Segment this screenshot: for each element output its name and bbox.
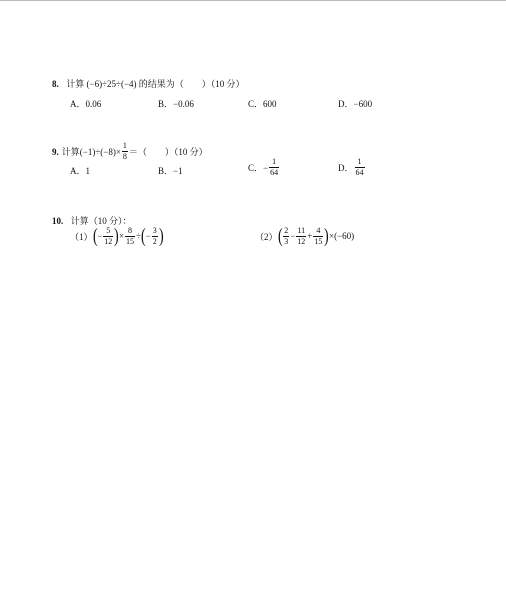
question-10-part-1 bbox=[70, 226, 163, 246]
option-label: D． bbox=[338, 99, 354, 109]
operator: × bbox=[118, 231, 125, 241]
option-label: D． bbox=[338, 163, 354, 173]
left-paren: ( bbox=[92, 225, 98, 247]
question-stem-suffix: ＝（ ）（10 分） bbox=[128, 147, 208, 157]
left-paren: ( bbox=[140, 225, 146, 247]
question-expression: (−1)÷(−8)× bbox=[79, 146, 121, 157]
fraction-denominator: 15 bbox=[314, 236, 323, 246]
fraction bbox=[122, 142, 128, 161]
page-top-border bbox=[0, 0, 506, 1]
fraction-sign: − bbox=[97, 231, 103, 241]
question-stem: 计算（10 分）： bbox=[70, 216, 132, 226]
fraction bbox=[103, 227, 113, 246]
fraction-numerator: 1 bbox=[122, 141, 127, 150]
right-paren: ) bbox=[158, 225, 164, 247]
question-stem-prefix: 计算 bbox=[61, 147, 80, 157]
option-label: B． bbox=[158, 166, 174, 176]
option-d bbox=[338, 158, 366, 177]
right-paren: ) bbox=[324, 225, 330, 247]
option-a bbox=[70, 164, 90, 177]
option-label: A． bbox=[70, 166, 86, 176]
fraction-numerator: 5 bbox=[103, 227, 113, 237]
fraction-numerator: 3 bbox=[152, 225, 157, 235]
fraction-denominator: 8 bbox=[122, 152, 127, 161]
part-label: （2） bbox=[255, 231, 278, 242]
option-value: 0.06 bbox=[85, 99, 102, 109]
question-expression: (−6)÷25÷(−4) bbox=[86, 79, 137, 89]
fraction-denominator: 64 bbox=[270, 168, 279, 177]
operator: + bbox=[307, 231, 313, 241]
fraction bbox=[152, 227, 158, 246]
fraction bbox=[283, 227, 289, 246]
option-value: 600 bbox=[263, 99, 277, 109]
fraction bbox=[313, 227, 323, 246]
question-number: 8. bbox=[52, 79, 59, 89]
question-number: 9. bbox=[52, 146, 59, 157]
question-8 bbox=[52, 77, 245, 90]
option-label: C． bbox=[248, 99, 264, 109]
expression-tail: ×(−60) bbox=[329, 231, 355, 241]
right-paren: ) bbox=[114, 225, 119, 247]
operator: − bbox=[290, 231, 296, 241]
left-paren: ( bbox=[277, 225, 283, 247]
fraction-denominator: 2 bbox=[152, 236, 157, 246]
question-stem-suffix: 的结果为（ ）（10 分） bbox=[138, 79, 245, 89]
option-c bbox=[248, 158, 280, 177]
option-d bbox=[338, 97, 372, 110]
part-label: （1） bbox=[70, 231, 93, 242]
option-c bbox=[248, 97, 277, 110]
fraction-denominator: 64 bbox=[355, 168, 364, 177]
option-value: 1 bbox=[85, 166, 90, 176]
fraction-denominator: 3 bbox=[284, 236, 289, 246]
question-stem-prefix: 计算 bbox=[66, 79, 85, 89]
operator: ÷ bbox=[136, 231, 141, 241]
option-a bbox=[70, 97, 101, 110]
fraction-numerator: 1 bbox=[355, 158, 365, 168]
fraction-numerator: 4 bbox=[313, 227, 323, 237]
question-10-part-2 bbox=[255, 226, 354, 246]
option-label: B． bbox=[158, 99, 174, 109]
fraction bbox=[296, 227, 306, 246]
option-label: A． bbox=[70, 99, 86, 109]
fraction-numerator: 2 bbox=[284, 225, 289, 235]
option-value: −1 bbox=[173, 166, 183, 176]
fraction-numerator: 1 bbox=[269, 158, 279, 168]
fraction-numerator: 11 bbox=[297, 225, 306, 235]
fraction-denominator: 12 bbox=[104, 236, 113, 246]
fraction-sign: − bbox=[145, 231, 151, 241]
fraction bbox=[355, 158, 365, 177]
option-label: C． bbox=[248, 163, 264, 173]
question-number: 10. bbox=[52, 216, 64, 226]
option-sign: − bbox=[263, 162, 269, 173]
option-b bbox=[158, 97, 194, 110]
option-b bbox=[158, 164, 183, 177]
fraction-denominator: 15 bbox=[126, 236, 135, 246]
option-value: −600 bbox=[353, 99, 373, 109]
fraction bbox=[269, 158, 279, 177]
option-value: −0.06 bbox=[173, 99, 194, 109]
question-9 bbox=[52, 142, 208, 161]
fraction bbox=[125, 227, 135, 246]
fraction-denominator: 12 bbox=[297, 236, 306, 246]
fraction-numerator: 8 bbox=[125, 227, 135, 237]
